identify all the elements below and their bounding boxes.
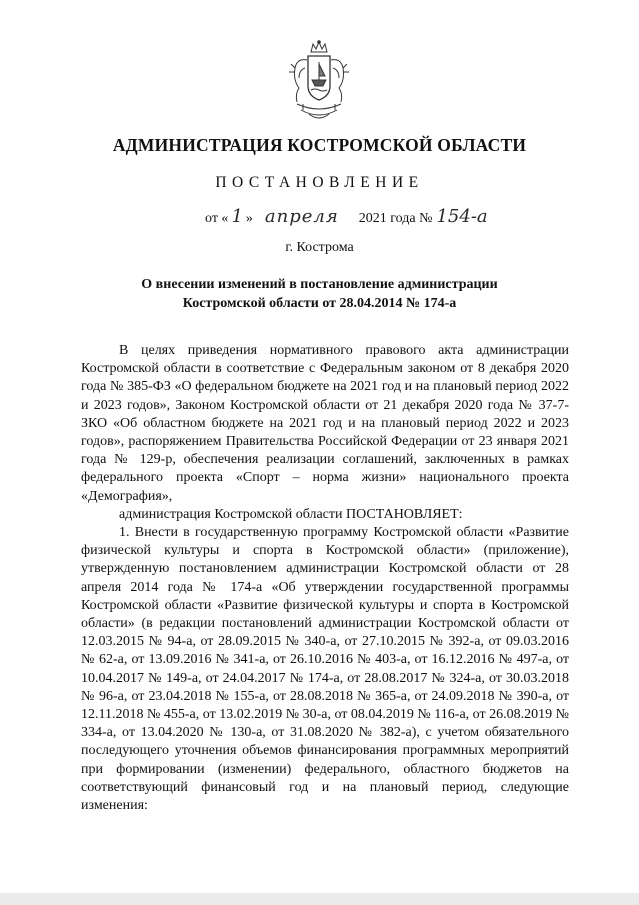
subject-line-2: Костромской области от 28.04.2014 № 174-а — [182, 296, 457, 311]
document-type: ПОСТАНОВЛЕНИЕ — [215, 174, 424, 191]
organization-title: АДМИНИСТРАЦИЯ КОСТРОМСКОЙ ОБЛАСТИ — [112, 135, 527, 155]
page-bottom-edge — [0, 893, 639, 905]
body-paragraph-resolves: администрация Костромской области ПОСТАНОВЛЯЕТ: — [119, 506, 463, 522]
body-paragraph-item-1: 1. Внести в государственную программу Костромской области «Развитие физической культуры и спорта в Костромской области» (приложение), утвержденную постановлением администрации Костромской области от 28 апреля 2014 года № 174-а «Об утверждении государственной программы Костромской области «Развитие физической культуры и спорта в Костромской области» (в редакции постановлений администрации Костромской области от 12.03.2015 № 94-а, от 28.09.2015 № 340-а, от 27.10.2015 № 392-а, от 09.03.2016 № 62-а, от 13.09.2016 № 341-а, от 26.10.2016 № 403-а, от 16.12.2016 № 497-а, от 10.04.2017 № 149-а, от 24.04.2017 № 174-а, от 28.08.2017 № 324-а, от 30.03.2018 № 96-а, от 23.04.2018 № 155-а, от 28.08.2018 № 365-а, от 24.09.2018 № 390-а, от 12.11.2018 № 455-а, от 13.02.2019 № 30-а, от 08.04.2019 № 116-а, от 26.08.2019 № 334-а, от 13.04.2020 № 130-а, от 31.08.2020 № 382-а), с учетом обязательного последующего уточнения объемов финансирования программных мероприятий при формировании (изменении) федерального, областного бюджетов на соответствующий финансовый год и на плановый период, следующие изменения: — [81, 525, 569, 814]
date-year-text: 2021 года № — [358, 211, 433, 226]
handwritten-day: 1 — [231, 206, 243, 227]
date-prefix: от « — [205, 211, 229, 226]
handwritten-month: апреля — [264, 206, 339, 227]
document-body — [81, 342, 569, 815]
document-subject — [0, 275, 639, 313]
date-day-close: » — [245, 211, 253, 226]
handwritten-doc-number: 154-а — [436, 206, 488, 227]
document-dateline — [205, 206, 488, 227]
subject-line-1: О внесении изменений в постановление администрации — [141, 277, 498, 292]
city-line: г. Кострома — [285, 240, 354, 255]
body-paragraph-preamble: В целях приведения нормативного правового акта администрации Костромской области в соответствие с Федеральным законом от 8 декабря 2020 года № 385-ФЗ «О федеральном бюджете на 2021 год и на плановый период 2022 и 2023 годов», Законом Костромской области от 21 декабря 2020 года № 37-7-ЗКО «Об областном бюджете на 2021 год и на плановый период 2022 и 2023 годов», распоряжением Правительства Российской Федерации от 23 января 2021 года № 129-р, обеспечения реализации соглашений, заключенных в рамках федерального проекта «Спорт – норма жизни» национального проекта «Демография», — [81, 343, 569, 504]
coat-of-arms-icon — [283, 40, 355, 124]
